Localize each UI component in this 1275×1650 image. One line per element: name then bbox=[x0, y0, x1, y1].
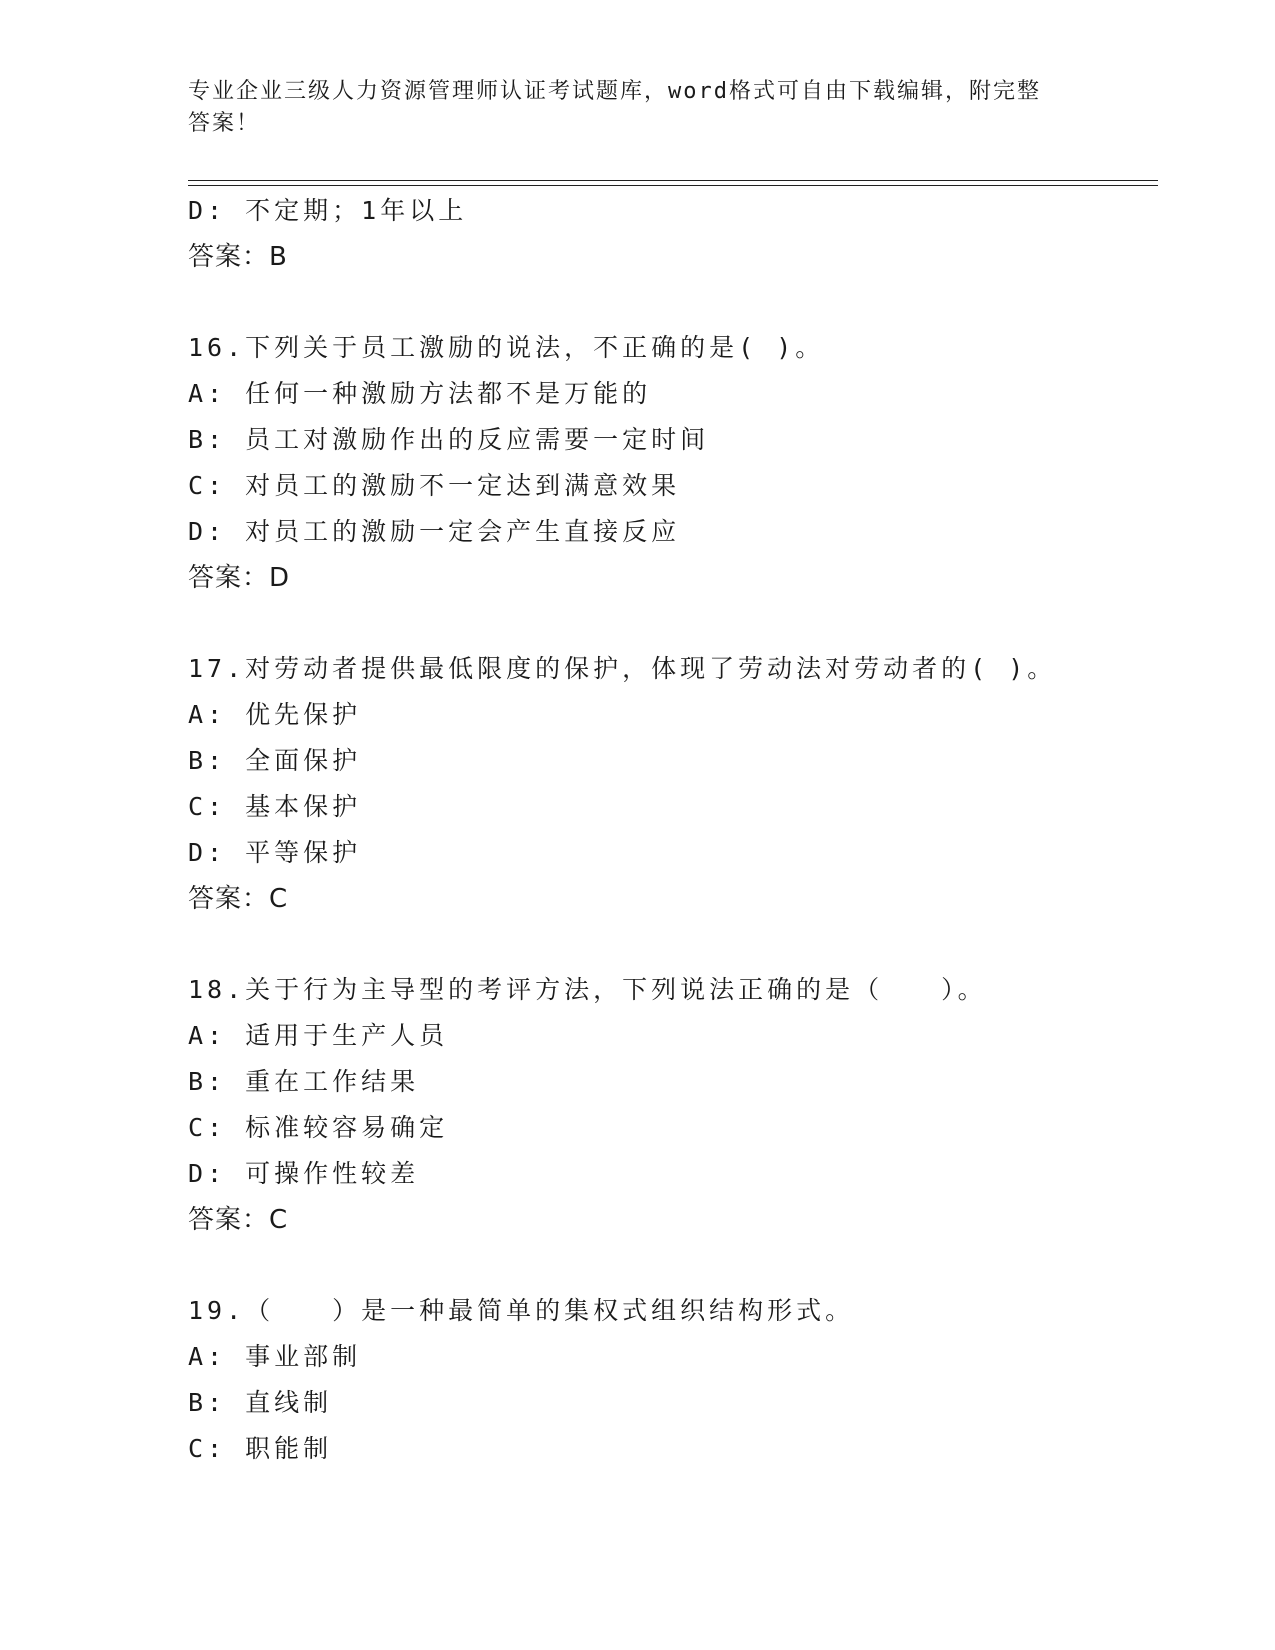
question-16-answer: 答案：D bbox=[188, 563, 291, 593]
question-17-option-b: B: 全面保护 bbox=[188, 746, 362, 775]
header-line-1: 专业企业三级人力资源管理师认证考试题库，word格式可自由下载编辑，附完整 bbox=[188, 79, 1041, 104]
question-17-stem: 17.对劳动者提供最低限度的保护，体现了劳动法对劳动者的( )。 bbox=[188, 654, 1057, 683]
question-16-option-c: C: 对员工的激励不一定达到满意效果 bbox=[188, 471, 681, 500]
question-18-option-c: C: 标准较容易确定 bbox=[188, 1113, 449, 1142]
question-18-option-b: B: 重在工作结果 bbox=[188, 1067, 420, 1096]
question-16-option-d: D: 对员工的激励一定会产生直接反应 bbox=[188, 517, 681, 546]
document-header bbox=[188, 76, 1088, 140]
carryover-option-d: D: 不定期；1年以上 bbox=[188, 196, 468, 225]
question-list bbox=[188, 188, 1188, 1472]
question-19-option-a: A: 事业部制 bbox=[188, 1342, 362, 1371]
question-19-option-c: C: 职能制 bbox=[188, 1434, 333, 1463]
question-17-option-c: C: 基本保护 bbox=[188, 792, 362, 821]
question-17-option-a: A: 优先保护 bbox=[188, 700, 362, 729]
question-19-option-b: B: 直线制 bbox=[188, 1388, 333, 1417]
carryover-answer: 答案：B bbox=[188, 242, 288, 272]
question-18-option-d: D: 可操作性较差 bbox=[188, 1159, 420, 1188]
question-18-option-a: A: 适用于生产人员 bbox=[188, 1021, 449, 1050]
header-divider-bottom bbox=[188, 185, 1158, 186]
question-18-answer: 答案：C bbox=[188, 1205, 289, 1235]
header-line-2: 答案！ bbox=[188, 111, 261, 136]
question-19-stem: 19.（ ）是一种最简单的集权式组织结构形式。 bbox=[188, 1296, 855, 1325]
question-16-option-a: A: 任何一种激励方法都不是万能的 bbox=[188, 379, 652, 408]
question-17-answer: 答案：C bbox=[188, 884, 289, 914]
question-16-option-b: B: 员工对激励作出的反应需要一定时间 bbox=[188, 425, 710, 454]
question-18-stem: 18.关于行为主导型的考评方法，下列说法正确的是（ ）。 bbox=[188, 975, 987, 1004]
header-divider-top bbox=[188, 180, 1158, 181]
question-16-stem: 16.下列关于员工激励的说法，不正确的是( )。 bbox=[188, 333, 825, 362]
question-17-option-d: D: 平等保护 bbox=[188, 838, 362, 867]
